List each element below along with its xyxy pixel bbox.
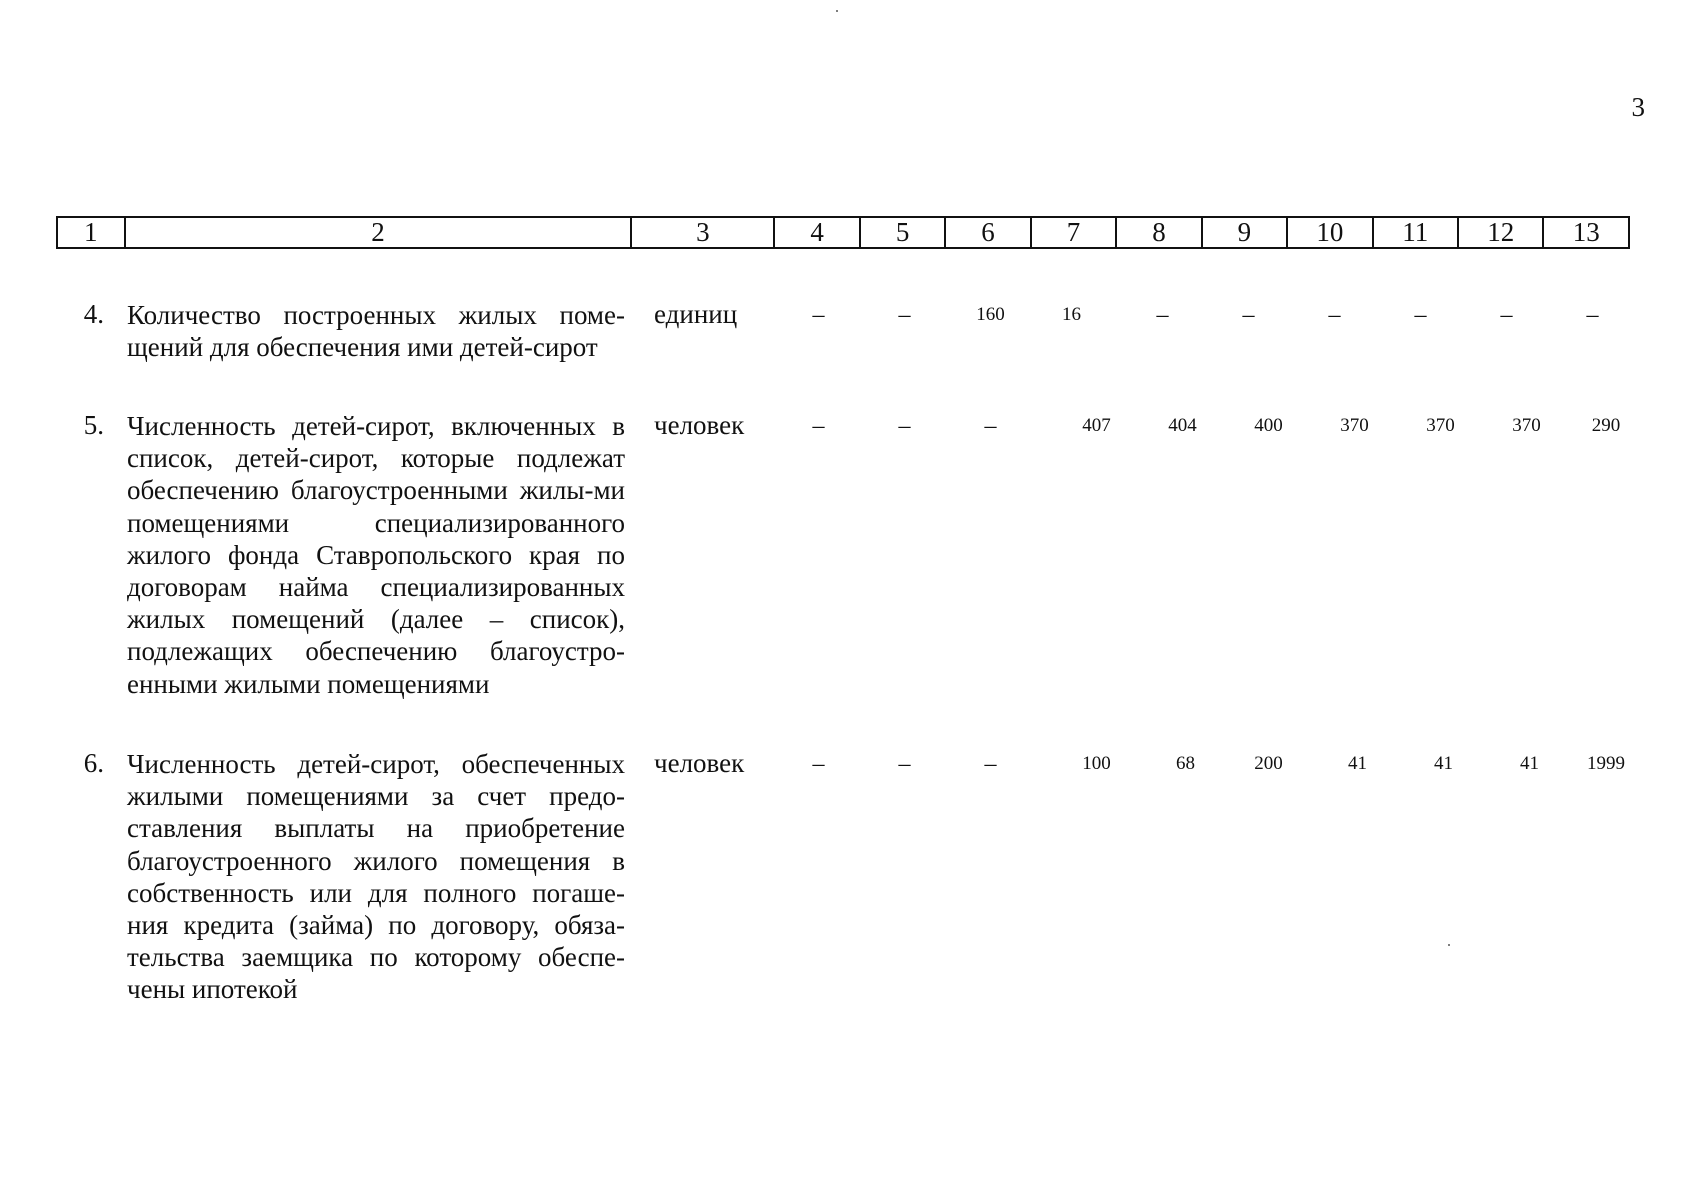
value-cell: 370 xyxy=(1340,415,1369,436)
value-cell: – xyxy=(1242,302,1255,328)
value-cell: 41 xyxy=(1348,753,1367,774)
value-cell: 407 xyxy=(1082,415,1111,436)
row-number: 4. xyxy=(83,299,104,329)
value-cell: 160 xyxy=(976,304,1005,325)
value-cell: – xyxy=(984,751,997,777)
value-cell: – xyxy=(898,751,911,777)
header-cell: 12 xyxy=(1457,218,1542,247)
value-cell: 100 xyxy=(1082,753,1111,774)
row-unit: человек xyxy=(654,410,745,440)
value-cell: 16 xyxy=(1062,304,1081,325)
value-cell: 41 xyxy=(1520,753,1539,774)
value-cell: – xyxy=(1500,302,1513,328)
header-cell: 1 xyxy=(84,217,98,247)
value-cell: – xyxy=(1414,302,1427,328)
header-cell: 6 xyxy=(944,218,1029,247)
row-description: Численность детей-сирот, обеспеченных жилыми помещениями за счет предо-ставления выплаты на приобретение благоустроенного жилого помещения в собственность или для полного погаше-ния кредита (займа) по договору, обяза-тельства заемщика по которому обеспе-чены ипотекой xyxy=(127,749,625,1005)
row-description: Количество построенных жилых поме-щений для обеспечения ими детей-сирот xyxy=(127,300,625,363)
value-cell: 290 xyxy=(1591,415,1621,436)
row-unit: человек xyxy=(654,748,745,778)
row-description: Численность детей-сирот, включенных в список, детей-сирот, которые подлежат обеспечению благоустроенными жилы-ми помещениями специализированного жилого фонда Ставропольского края по договорам найма специализированных жилых помещений (далее – список), подлежащих обеспечению благоустро-енными жилыми помещениями xyxy=(127,411,625,699)
header-cell: 5 xyxy=(859,218,944,247)
value-cell: – xyxy=(812,413,825,439)
value-cell: – xyxy=(1586,302,1599,328)
value-cell: – xyxy=(1156,302,1169,328)
header-cell: 4 xyxy=(773,218,858,247)
value-cell: – xyxy=(812,302,825,328)
value-cell: – xyxy=(898,302,911,328)
row-unit: единиц xyxy=(654,299,738,329)
value-cell: 400 xyxy=(1254,415,1283,436)
value-cell: 68 xyxy=(1176,753,1195,774)
header-cell: 3 xyxy=(630,218,773,247)
scan-speck xyxy=(836,10,838,12)
page-number: 3 xyxy=(1631,92,1645,122)
column-number-header xyxy=(56,216,1630,249)
header-cell: 13 xyxy=(1542,218,1627,247)
header-cell: 11 xyxy=(1372,218,1457,247)
value-cell: – xyxy=(984,413,997,439)
value-cell: 41 xyxy=(1434,753,1453,774)
value-cell: – xyxy=(1328,302,1341,328)
value-cell: 200 xyxy=(1254,753,1283,774)
value-cell: 370 xyxy=(1512,415,1541,436)
value-cell: – xyxy=(898,413,911,439)
scan-speck xyxy=(1448,944,1450,946)
header-cell: 2 xyxy=(124,218,631,247)
row-number: 6. xyxy=(83,748,104,778)
value-cell: 404 xyxy=(1168,415,1197,436)
row-number: 5. xyxy=(83,410,104,440)
value-cell: – xyxy=(812,751,825,777)
header-cell: 8 xyxy=(1115,218,1200,247)
header-cell: 9 xyxy=(1201,218,1286,247)
header-cell: 7 xyxy=(1030,218,1115,247)
value-cell: 370 xyxy=(1426,415,1455,436)
header-cell: 10 xyxy=(1286,218,1371,247)
value-cell: 1999 xyxy=(1587,753,1625,774)
